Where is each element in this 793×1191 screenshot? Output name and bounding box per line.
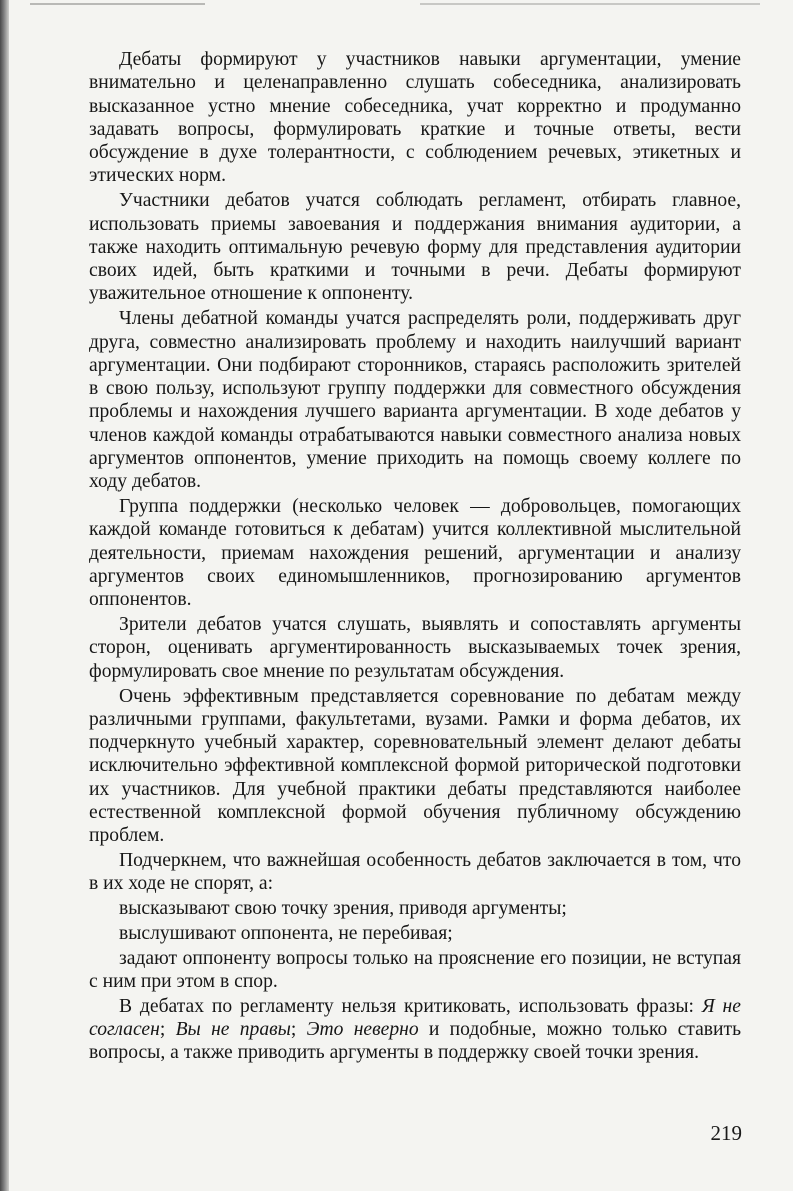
- phrase-this-is-incorrect: Это неверно: [306, 1019, 419, 1041]
- paragraph-key-feature: Подчеркнем, что важнейшая особенность дебатов заключается в том, что в их ходе не спорят, а:: [89, 850, 741, 895]
- list-item-express-view: высказывают свою точку зрения, приводя аргументы;: [119, 898, 567, 920]
- top-edge-line-left: [30, 3, 205, 5]
- paragraph-spectators: Зрители дебатов учатся слушать, выявлять и сопоставлять аргументы сторон, оценивать аргументированность высказываемых точек зрения, формулировать свое мнение по результатам обсуждения.: [89, 614, 741, 682]
- paragraph-team-members: Члены дебатной команды учатся распределять роли, поддерживать друг друга, совместно анализировать проблему и находить наилучший вариант аргументации. Они подбирают сторонников, стараясь расположить зрителей в свою пользу, используют группу поддержки для совместного обсуждения проблемы и нахождения лучшего варианта аргументации. В ходе дебатов у членов каждой команды отрабатываются навыки совместного анализа новых аргументов оппонентов, умение приходить на помощь своему коллеге по ходу дебатов.: [89, 308, 741, 493]
- body-text: [89, 48, 741, 1065]
- list-item-ask-questions: задают оппоненту вопросы только на прояснение его позиции, не вступая с ним при этом в спор.: [89, 947, 741, 993]
- rules-intro: В дебатах по регламенту нельзя критиковать, использовать фразы:: [119, 995, 694, 1017]
- phrase-separator: ;: [159, 1019, 166, 1041]
- list-item-listen-opponent: выслушивают оппонента, не перебивая;: [119, 922, 453, 944]
- page-number: 219: [710, 1121, 742, 1145]
- phrase-i-disagree: Я не согласен: [89, 995, 741, 1041]
- rules-outro: и подобные, можно только ставить вопросы, а также приводить аргументы в поддержку своей точки зрения.: [89, 1019, 742, 1064]
- paragraph-participants: Участники дебатов учатся соблюдать регламент, отбирать главное, использовать приемы завоевания и поддержания внимания аудитории, а также находить оптимальную речевую форму для представления аудитории своих идей, быть краткими и точными в речи. Дебаты формируют уважительное отношение к оппоненту.: [89, 190, 741, 305]
- paragraph-debate-skills: Дебаты формируют у участников навыки аргументации, умение внимательно и целенаправленно слушать собеседника, анализировать высказанное устно мнение собеседника, учат корректно и продуманно задавать вопросы, формулировать краткие и точные ответы, вести обсуждение в духе толерантности, с соблюдением речевых, этикетных и этических норм.: [89, 49, 741, 187]
- binding-shadow: [0, 0, 9, 1191]
- paragraph-competition: Очень эффективным представляется соревнование по дебатам между различными группами, факультетами, вузами. Рамки и форма дебатов, их подчеркнуто учебный характер, соревновательный элемент делают дебаты исключительно эффективной комплексной формой риторической подготовки их участников. Для учебной практики дебаты представляются наиболее естественной комплексной формой обучения публичному обсуждению проблем.: [89, 685, 741, 847]
- top-edge-line-right: [420, 3, 760, 5]
- phrase-you-are-wrong: Вы не правы: [175, 1019, 291, 1041]
- phrase-separator: ;: [290, 1019, 297, 1041]
- paragraph-rules: [89, 995, 741, 1065]
- paragraph-support-group: Группа поддержки (несколько человек — добровольцев, помогающих каждой команде готовиться к дебатам) учится коллективной мыслительной деятельности, приемам нахождения решений, аргументации и анализу аргументов своих единомышленников, прогнозированию аргументов оппонентов.: [89, 496, 741, 611]
